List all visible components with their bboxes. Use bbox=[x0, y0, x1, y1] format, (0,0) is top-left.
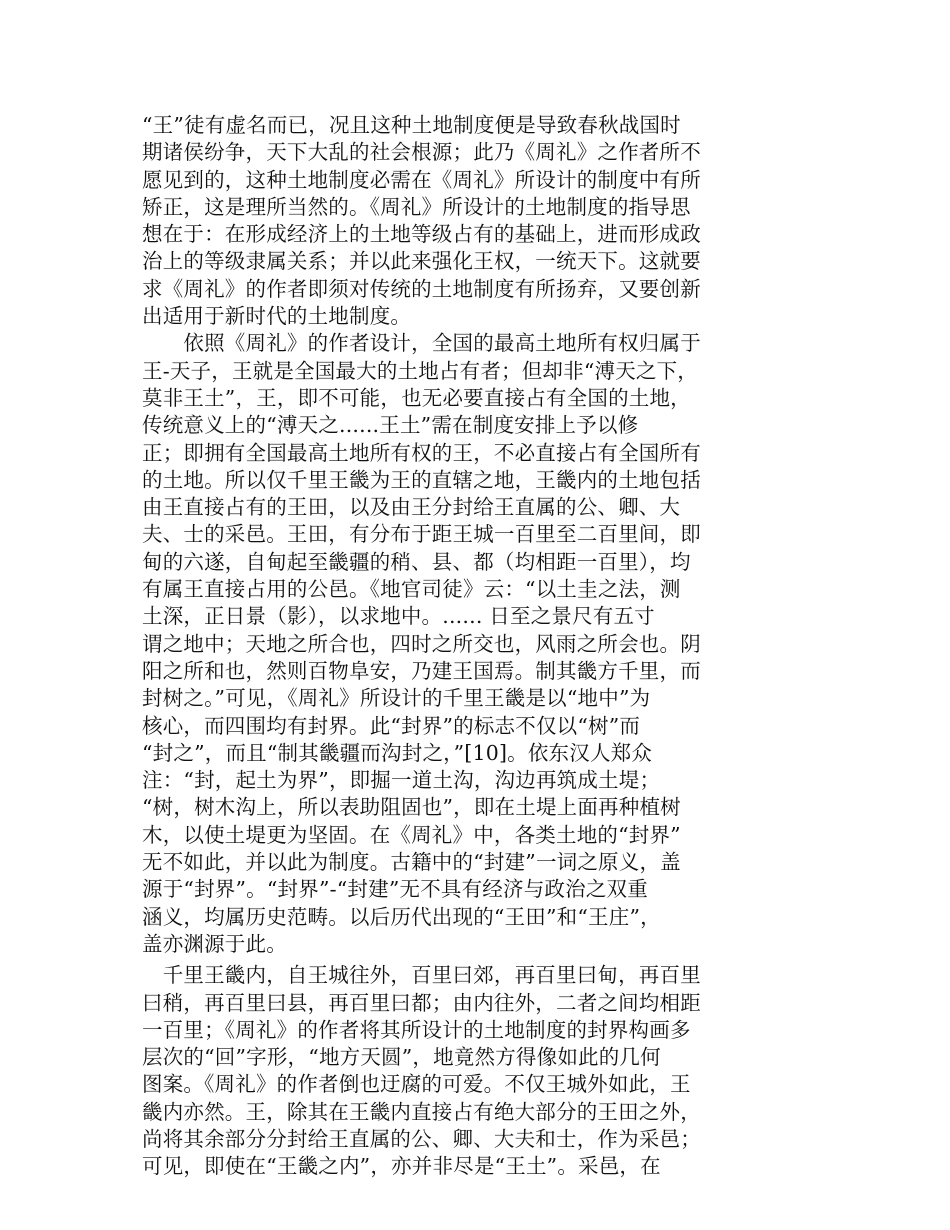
text-line: 王-天子，王就是全国最大的土地占有者；但却非“溥天之下， bbox=[142, 358, 699, 383]
text-line: 畿内亦然。王，除其在王畿内直接占有绝大部分的王田之外， bbox=[142, 1099, 701, 1124]
text-line: 涵义，均属历史范畴。以后历代出现的“王田”和“王庄”， bbox=[142, 904, 661, 929]
text-line: 依照《周礼》的作者设计，全国的最高土地所有权归属于 bbox=[142, 331, 701, 356]
text-line: 阳之所和也，然则百物阜安，乃建王国焉。制其畿方千里，而 bbox=[142, 658, 701, 683]
text-line: “封之”，而且“制其畿疆而沟封之，”[10]。依东汉人郑众 bbox=[142, 740, 653, 765]
text-line: 一百里；《周礼》的作者将其所设计的土地制度的封界构画多 bbox=[142, 1017, 691, 1042]
text-line: 图案。《周礼》的作者倒也迂腐的可爱。不仅王城外如此，王 bbox=[142, 1072, 691, 1097]
text-line: 谓之地中；天地之所合也，四时之所交也，风雨之所会也。阴 bbox=[142, 631, 701, 656]
text-line: 的土地。所以仅千里王畿为王的直辖之地，王畿内的土地包括 bbox=[142, 467, 701, 492]
text-line: 夫、士的采邑。王田，有分布于距王城一百里至二百里间，即 bbox=[142, 522, 701, 547]
text-line: 莫非王土”，王，即不可能，也无必要直接占有全国的土地， bbox=[142, 385, 691, 410]
text-line: 出适用于新时代的土地制度。 bbox=[142, 304, 412, 329]
text-line: 求《周礼》的作者即须对传统的土地制度有所扬弃，又要创新 bbox=[142, 276, 701, 301]
text-line: 期诸侯纷争，天下大乱的社会根源；此乃《周礼》之作者所不 bbox=[142, 140, 701, 165]
paragraph-3 bbox=[142, 962, 742, 1180]
text-line: 土深，正日景（影），以求地中。...... 日至之景尺有五寸 bbox=[142, 604, 655, 629]
text-line: 有属王直接占用的公邑。《地官司徒》云：“以土圭之法，测 bbox=[142, 577, 681, 602]
text-line: 封树之。”可见，《周礼》所设计的千里王畿是以“地中”为 bbox=[142, 686, 651, 711]
text-line: 正；即拥有全国最高土地所有权的王，不必直接占有全国所有 bbox=[142, 440, 701, 465]
text-line: 层次的“回”字形，“地方天圆”，地竟然方得像如此的几何 bbox=[142, 1045, 661, 1070]
text-line: 可见，即使在“王畿之内”，亦并非尽是“王土”。采邑，在 bbox=[142, 1154, 661, 1179]
text-line: 核心，而四围均有封界。此“封界”的标志不仅以“树”而 bbox=[142, 713, 641, 738]
text-line: 甸的六遂，自甸起至畿疆的稍、县、都（均相距一百里），均 bbox=[142, 549, 691, 574]
text-line: “王”徒有虚名而已，况且这种土地制度便是导致春秋战国时 bbox=[142, 113, 681, 137]
paragraph-1 bbox=[142, 112, 742, 330]
text-line: 由王直接占有的王田，以及由王分封给王直属的公、卿、大 bbox=[142, 495, 681, 520]
text-line: 尚将其余部分分封给王直属的公、卿、大夫和士，作为采邑； bbox=[142, 1126, 701, 1151]
text-line: 矫正，这是理所当然的。《周礼》所设计的土地制度的指导思 bbox=[142, 194, 691, 219]
text-line: “树，树木沟上，所以表助阻固也”，即在土堤上面再种植树 bbox=[142, 795, 681, 820]
paragraph-2 bbox=[142, 330, 742, 958]
text-line: 治上的等级隶属关系；并以此来强化王权，一统天下。这就要 bbox=[142, 249, 701, 274]
text-line: 盖亦渊源于此。 bbox=[142, 931, 287, 956]
document-page bbox=[142, 112, 742, 1181]
text-line: 曰稍，再百里曰县，再百里曰都；由内往外，二者之间均相距 bbox=[142, 990, 701, 1015]
text-line: 愿见到的，这种土地制度必需在《周礼》所设计的制度中有所 bbox=[142, 167, 701, 192]
text-line: 想在于：在形成经济上的土地等级占有的基础上，进而形成政 bbox=[142, 222, 701, 247]
text-line: 千里王畿内，自王城往外，百里曰郊，再百里曰甸，再百里 bbox=[142, 963, 701, 988]
text-line: 注：“封，起土为界”，即掘一道土沟，沟边再筑成土堤； bbox=[142, 768, 661, 793]
text-line: 传统意义上的“溥天之......王土”需在制度安排上予以修 bbox=[142, 413, 639, 438]
text-line: 源于“封界”。“封界”-“封建”无不具有经济与政治之双重 bbox=[142, 877, 648, 902]
text-line: 无不如此，并以此为制度。古籍中的“封建”一词之原义，盖 bbox=[142, 850, 681, 875]
text-line: 木，以使土堤更为坚固。在《周礼》中，各类土地的“封界” bbox=[142, 822, 681, 847]
